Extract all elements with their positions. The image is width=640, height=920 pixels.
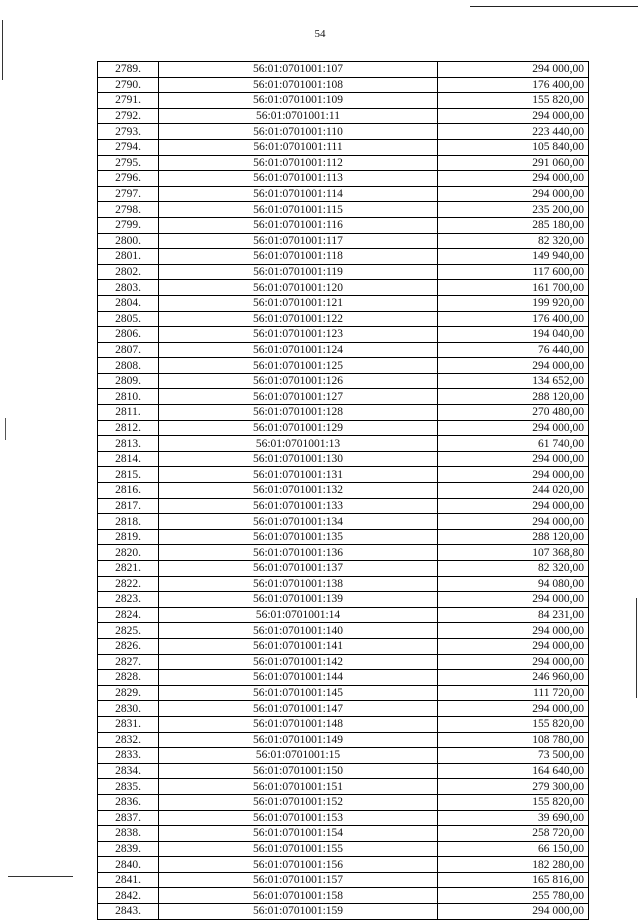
table-row: [98, 295, 589, 311]
cadastral-number-cell: 56:01:0701001:114: [159, 186, 438, 202]
cadastral-value-cell: 61 740,00: [438, 436, 589, 452]
table-row: [98, 779, 589, 795]
cadastral-value-cell: 105 840,00: [438, 139, 589, 155]
cadastral-number-cell: 56:01:0701001:116: [159, 217, 438, 233]
table-row: [98, 436, 589, 452]
cadastral-value-cell: 223 440,00: [438, 124, 589, 140]
cadastral-value-cell: 182 280,00: [438, 857, 589, 873]
row-number-cell: 2792.: [98, 108, 159, 124]
table-row: [98, 483, 589, 499]
cadastral-value-cell: 73 500,00: [438, 748, 589, 764]
row-number-cell: 2805.: [98, 311, 159, 327]
row-number-cell: 2820.: [98, 545, 159, 561]
cadastral-value-cell: 82 320,00: [438, 233, 589, 249]
cadastral-value-cell: 294 000,00: [438, 186, 589, 202]
cadastral-number-cell: 56:01:0701001:144: [159, 670, 438, 686]
table-row: [98, 732, 589, 748]
cadastral-number-cell: 56:01:0701001:109: [159, 93, 438, 109]
row-number-cell: 2793.: [98, 124, 159, 140]
row-number-cell: 2795.: [98, 155, 159, 171]
cadastral-value-cell: 108 780,00: [438, 732, 589, 748]
cadastral-number-cell: 56:01:0701001:126: [159, 373, 438, 389]
row-number-cell: 2796.: [98, 171, 159, 187]
cadastral-value-cell: 82 320,00: [438, 561, 589, 577]
cadastral-number-cell: 56:01:0701001:111: [159, 139, 438, 155]
row-number-cell: 2830.: [98, 701, 159, 717]
table-row: [98, 451, 589, 467]
cadastral-value-cell: 294 000,00: [438, 171, 589, 187]
cadastral-number-cell: 56:01:0701001:123: [159, 327, 438, 343]
scan-border-right: [636, 598, 637, 698]
table-row: [98, 561, 589, 577]
cadastral-number-cell: 56:01:0701001:121: [159, 295, 438, 311]
cadastral-number-cell: 56:01:0701001:129: [159, 420, 438, 436]
cadastral-number-cell: 56:01:0701001:150: [159, 763, 438, 779]
row-number-cell: 2827.: [98, 654, 159, 670]
table-row: [98, 888, 589, 904]
row-number-cell: 2810.: [98, 389, 159, 405]
table-row: [98, 529, 589, 545]
cadastral-number-cell: 56:01:0701001:159: [159, 904, 438, 920]
cadastral-value-cell: 117 600,00: [438, 264, 589, 280]
cadastral-value-cell: 164 640,00: [438, 763, 589, 779]
cadastral-value-cell: 199 920,00: [438, 295, 589, 311]
cadastral-number-cell: 56:01:0701001:134: [159, 514, 438, 530]
cadastral-value-cell: 294 000,00: [438, 108, 589, 124]
cadastral-value-cell: 149 940,00: [438, 249, 589, 265]
table-row: [98, 576, 589, 592]
row-number-cell: 2806.: [98, 327, 159, 343]
row-number-cell: 2794.: [98, 139, 159, 155]
row-number-cell: 2834.: [98, 763, 159, 779]
row-number-cell: 2839.: [98, 841, 159, 857]
row-number-cell: 2837.: [98, 810, 159, 826]
row-number-cell: 2815.: [98, 467, 159, 483]
cadastral-number-cell: 56:01:0701001:149: [159, 732, 438, 748]
table-row: [98, 155, 589, 171]
table-row: [98, 670, 589, 686]
table-row: [98, 202, 589, 218]
table-row: [98, 685, 589, 701]
row-number-cell: 2798.: [98, 202, 159, 218]
cadastral-value-cell: 294 000,00: [438, 904, 589, 920]
scan-border-bottom: [8, 876, 73, 877]
row-number-cell: 2842.: [98, 888, 159, 904]
table-row: [98, 233, 589, 249]
row-number-cell: 2811.: [98, 405, 159, 421]
cadastral-value-cell: 39 690,00: [438, 810, 589, 826]
cadastral-value-cell: 294 000,00: [438, 514, 589, 530]
row-number-cell: 2829.: [98, 685, 159, 701]
cadastral-value-cell: 258 720,00: [438, 826, 589, 842]
cadastral-value-cell: 294 000,00: [438, 358, 589, 374]
row-number-cell: 2836.: [98, 794, 159, 810]
cadastral-number-cell: 56:01:0701001:148: [159, 716, 438, 732]
cadastral-value-cell: 165 816,00: [438, 872, 589, 888]
cadastral-number-cell: 56:01:0701001:136: [159, 545, 438, 561]
cadastral-value-cell: 176 400,00: [438, 311, 589, 327]
table-row: [98, 139, 589, 155]
cadastral-number-cell: 56:01:0701001:108: [159, 77, 438, 93]
cadastral-number-cell: 56:01:0701001:110: [159, 124, 438, 140]
cadastral-value-cell: 244 020,00: [438, 483, 589, 499]
table-row: [98, 405, 589, 421]
cadastral-value-cell: 294 000,00: [438, 654, 589, 670]
cadastral-value-cell: 134 652,00: [438, 373, 589, 389]
row-number-cell: 2802.: [98, 264, 159, 280]
cadastral-number-cell: 56:01:0701001:142: [159, 654, 438, 670]
table-row: [98, 841, 589, 857]
table-row: [98, 124, 589, 140]
row-number-cell: 2823.: [98, 592, 159, 608]
table-row: [98, 108, 589, 124]
row-number-cell: 2791.: [98, 93, 159, 109]
cadastral-number-cell: 56:01:0701001:138: [159, 576, 438, 592]
cadastral-number-cell: 56:01:0701001:128: [159, 405, 438, 421]
cadastral-number-cell: 56:01:0701001:112: [159, 155, 438, 171]
cadastral-number-cell: 56:01:0701001:13: [159, 436, 438, 452]
row-number-cell: 2818.: [98, 514, 159, 530]
table-row: [98, 857, 589, 873]
table-row: [98, 358, 589, 374]
table-row: [98, 701, 589, 717]
cadastral-value-cell: 294 000,00: [438, 451, 589, 467]
cadastral-number-cell: 56:01:0701001:141: [159, 638, 438, 654]
cadastral-value-cell: 294 000,00: [438, 498, 589, 514]
cadastral-number-cell: 56:01:0701001:113: [159, 171, 438, 187]
table-row: [98, 249, 589, 265]
cadastral-value-cell: 176 400,00: [438, 77, 589, 93]
table-row: [98, 389, 589, 405]
cadastral-value-cell: 294 000,00: [438, 62, 589, 78]
cadastral-number-cell: 56:01:0701001:120: [159, 280, 438, 296]
row-number-cell: 2803.: [98, 280, 159, 296]
cadastral-value-cell: 246 960,00: [438, 670, 589, 686]
cadastral-number-cell: 56:01:0701001:157: [159, 872, 438, 888]
table-row: [98, 498, 589, 514]
cadastral-number-cell: 56:01:0701001:132: [159, 483, 438, 499]
row-number-cell: 2835.: [98, 779, 159, 795]
table-row: [98, 186, 589, 202]
row-number-cell: 2819.: [98, 529, 159, 545]
cadastral-value-cell: 294 000,00: [438, 623, 589, 639]
cadastral-number-cell: 56:01:0701001:117: [159, 233, 438, 249]
cadastral-number-cell: 56:01:0701001:115: [159, 202, 438, 218]
cadastral-value-cell: 66 150,00: [438, 841, 589, 857]
cadastral-value-cell: 279 300,00: [438, 779, 589, 795]
cadastral-number-cell: 56:01:0701001:152: [159, 794, 438, 810]
table-row: [98, 748, 589, 764]
row-number-cell: 2826.: [98, 638, 159, 654]
cadastral-value-cell: 111 720,00: [438, 685, 589, 701]
table-row: [98, 514, 589, 530]
cadastral-value-cell: 294 000,00: [438, 467, 589, 483]
row-number-cell: 2832.: [98, 732, 159, 748]
cadastral-number-cell: 56:01:0701001:133: [159, 498, 438, 514]
cadastral-number-cell: 56:01:0701001:119: [159, 264, 438, 280]
row-number-cell: 2812.: [98, 420, 159, 436]
table-row: [98, 654, 589, 670]
row-number-cell: 2828.: [98, 670, 159, 686]
cadastral-value-cell: 294 000,00: [438, 592, 589, 608]
row-number-cell: 2841.: [98, 872, 159, 888]
cadastral-number-cell: 56:01:0701001:14: [159, 607, 438, 623]
cadastral-value-cell: 94 080,00: [438, 576, 589, 592]
cadastral-value-cell: 194 040,00: [438, 327, 589, 343]
cadastral-number-cell: 56:01:0701001:145: [159, 685, 438, 701]
row-number-cell: 2809.: [98, 373, 159, 389]
row-number-cell: 2804.: [98, 295, 159, 311]
cadastral-value-cell: 294 000,00: [438, 638, 589, 654]
table-row: [98, 545, 589, 561]
row-number-cell: 2801.: [98, 249, 159, 265]
row-number-cell: 2800.: [98, 233, 159, 249]
cadastral-number-cell: 56:01:0701001:156: [159, 857, 438, 873]
table-row: [98, 794, 589, 810]
table-row: [98, 904, 589, 920]
cadastral-value-cell: 235 200,00: [438, 202, 589, 218]
cadastral-number-cell: 56:01:0701001:153: [159, 810, 438, 826]
table-row: [98, 373, 589, 389]
cadastral-number-cell: 56:01:0701001:147: [159, 701, 438, 717]
cadastral-value-cell: 155 820,00: [438, 93, 589, 109]
cadastral-number-cell: 56:01:0701001:137: [159, 561, 438, 577]
cadastral-number-cell: 56:01:0701001:158: [159, 888, 438, 904]
row-number-cell: 2816.: [98, 483, 159, 499]
row-number-cell: 2824.: [98, 607, 159, 623]
row-number-cell: 2831.: [98, 716, 159, 732]
cadastral-value-cell: 294 000,00: [438, 420, 589, 436]
table-row: [98, 716, 589, 732]
table-row: [98, 467, 589, 483]
scan-mark-left: [5, 418, 6, 440]
row-number-cell: 2814.: [98, 451, 159, 467]
table-row: [98, 217, 589, 233]
cadastral-number-cell: 56:01:0701001:151: [159, 779, 438, 795]
cadastral-value-table: [97, 61, 589, 920]
table-row: [98, 311, 589, 327]
row-number-cell: 2799.: [98, 217, 159, 233]
cadastral-value-cell: 294 000,00: [438, 701, 589, 717]
cadastral-value-cell: 288 120,00: [438, 529, 589, 545]
cadastral-number-cell: 56:01:0701001:107: [159, 62, 438, 78]
table-row: [98, 592, 589, 608]
row-number-cell: 2840.: [98, 857, 159, 873]
cadastral-value-cell: 270 480,00: [438, 405, 589, 421]
cadastral-number-cell: 56:01:0701001:139: [159, 592, 438, 608]
scan-border-top: [470, 6, 638, 7]
page-number: 54: [314, 28, 326, 40]
row-number-cell: 2807.: [98, 342, 159, 358]
table-row: [98, 342, 589, 358]
row-number-cell: 2821.: [98, 561, 159, 577]
table-body: [98, 62, 589, 920]
cadastral-value-cell: 155 820,00: [438, 716, 589, 732]
row-number-cell: 2813.: [98, 436, 159, 452]
cadastral-value-cell: 155 820,00: [438, 794, 589, 810]
cadastral-number-cell: 56:01:0701001:155: [159, 841, 438, 857]
table-row: [98, 763, 589, 779]
cadastral-value-cell: 285 180,00: [438, 217, 589, 233]
row-number-cell: 2838.: [98, 826, 159, 842]
cadastral-number-cell: 56:01:0701001:124: [159, 342, 438, 358]
cadastral-number-cell: 56:01:0701001:131: [159, 467, 438, 483]
cadastral-number-cell: 56:01:0701001:15: [159, 748, 438, 764]
table-row: [98, 280, 589, 296]
table-row: [98, 62, 589, 78]
cadastral-number-cell: 56:01:0701001:122: [159, 311, 438, 327]
table-row: [98, 327, 589, 343]
cadastral-value-cell: 288 120,00: [438, 389, 589, 405]
table-row: [98, 826, 589, 842]
cadastral-number-cell: 56:01:0701001:118: [159, 249, 438, 265]
table-row: [98, 264, 589, 280]
row-number-cell: 2808.: [98, 358, 159, 374]
row-number-cell: 2825.: [98, 623, 159, 639]
cadastral-number-cell: 56:01:0701001:135: [159, 529, 438, 545]
table-row: [98, 171, 589, 187]
cadastral-number-cell: 56:01:0701001:125: [159, 358, 438, 374]
cadastral-number-cell: 56:01:0701001:140: [159, 623, 438, 639]
table-row: [98, 420, 589, 436]
row-number-cell: 2833.: [98, 748, 159, 764]
row-number-cell: 2843.: [98, 904, 159, 920]
row-number-cell: 2797.: [98, 186, 159, 202]
table-row: [98, 93, 589, 109]
table-row: [98, 623, 589, 639]
row-number-cell: 2822.: [98, 576, 159, 592]
table-row: [98, 77, 589, 93]
cadastral-number-cell: 56:01:0701001:130: [159, 451, 438, 467]
cadastral-value-cell: 291 060,00: [438, 155, 589, 171]
row-number-cell: 2790.: [98, 77, 159, 93]
cadastral-value-cell: 255 780,00: [438, 888, 589, 904]
cadastral-value-cell: 161 700,00: [438, 280, 589, 296]
cadastral-value-cell: 84 231,00: [438, 607, 589, 623]
cadastral-number-cell: 56:01:0701001:127: [159, 389, 438, 405]
row-number-cell: 2789.: [98, 62, 159, 78]
table-row: [98, 638, 589, 654]
cadastral-number-cell: 56:01:0701001:154: [159, 826, 438, 842]
cadastral-number-cell: 56:01:0701001:11: [159, 108, 438, 124]
cadastral-value-cell: 107 368,80: [438, 545, 589, 561]
table-row: [98, 872, 589, 888]
table-row: [98, 607, 589, 623]
row-number-cell: 2817.: [98, 498, 159, 514]
cadastral-value-cell: 76 440,00: [438, 342, 589, 358]
table-row: [98, 810, 589, 826]
